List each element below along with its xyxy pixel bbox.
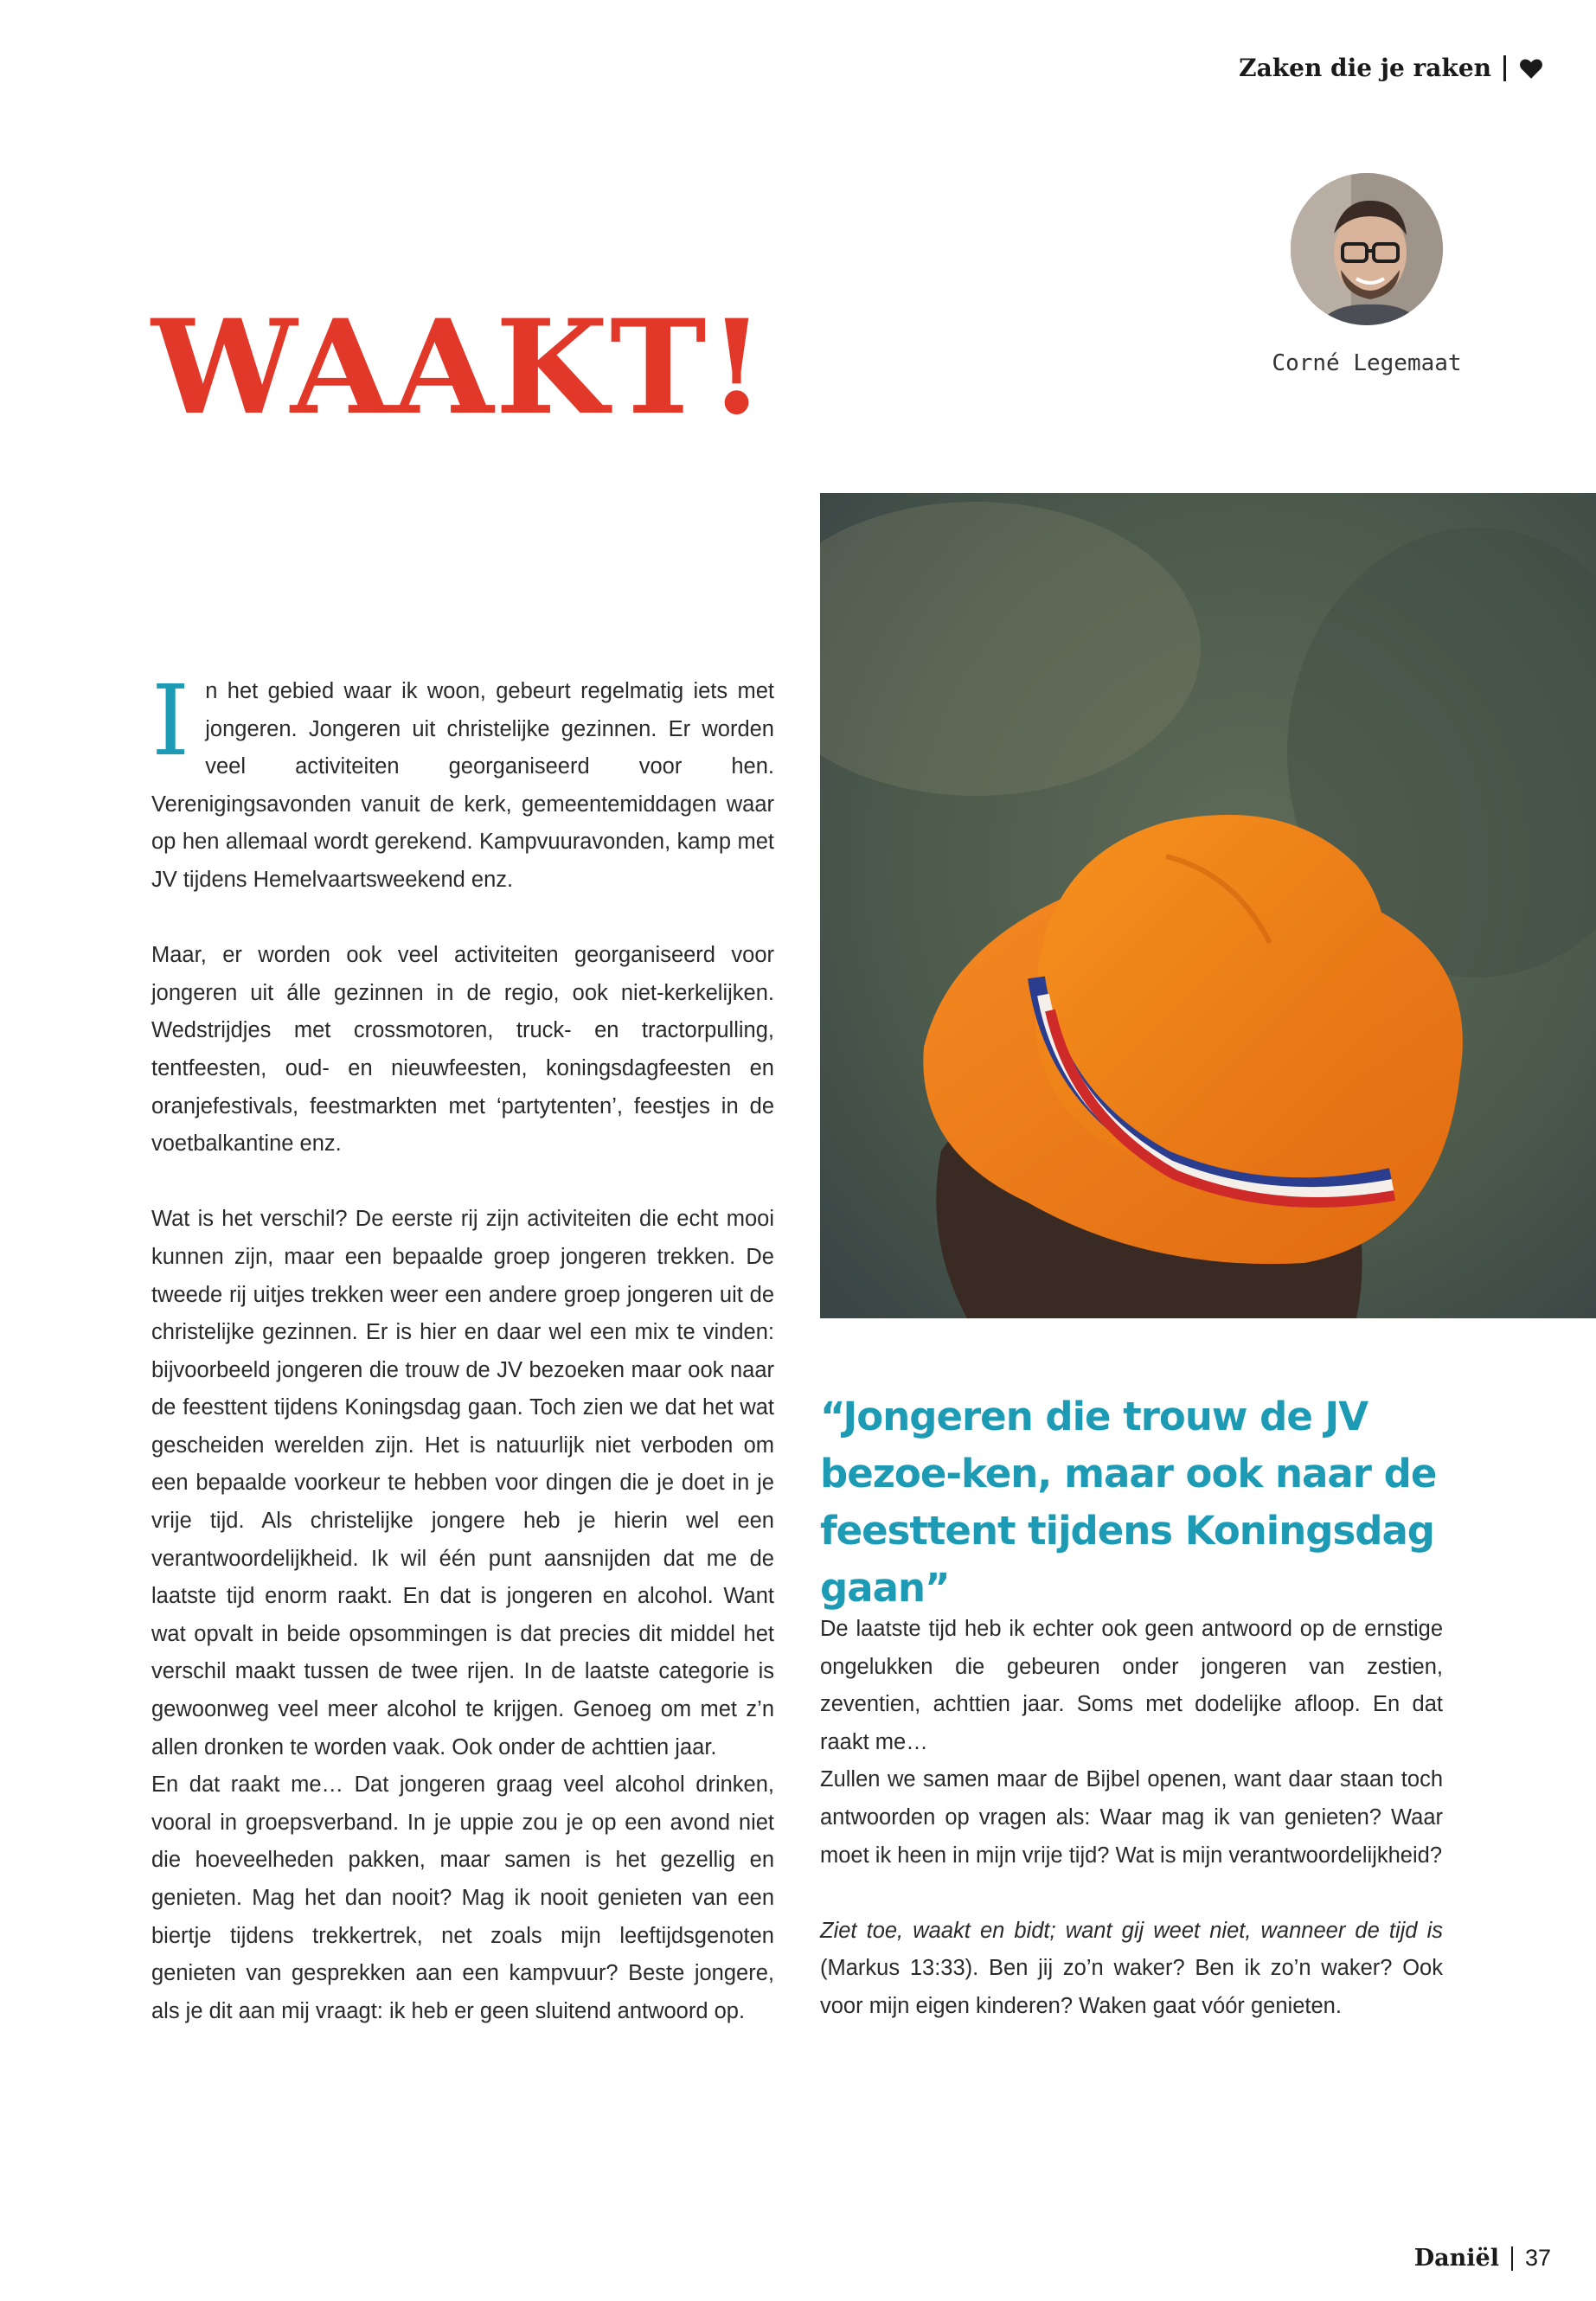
paragraph-difference: Wat is het verschil? De eerste rij zijn activiteiten die echt mooi kunnen zijn, maar een bepaalde groep jongeren trekken. De tweede rij uitjes trekken weer een andere groep jongeren uit de christelijke gezinnen. Er is hier en daar wel een mix te vinden: bijvoorbeeld jongeren die trouw de JV bezoeken maar ook naar de feesttent tijdens Koningsdag gaan. Toch zien we dat het wat gescheiden werelden zijn. Het is natuurlijk niet verboden om een bepaalde voorkeur te hebben voor dingen die je doet in je vrije tijd. Als christelijke jongere heb je hierin wel een verantwoordelijkheid. Ik wil één punt aansnijden dat me de laatste tijd enorm raakt. En dat is jongeren en alcohol. Want wat opvalt in beide opsommingen is dat precies dit middel het verschil maakt tussen de twee rijen. In de laatste categorie is gewoonweg veel meer alcohol te krijgen. Genoeg om met z’n allen dronken te worden vaak. Ook onder de achttien jaar. [151, 1207, 774, 1759]
article-left-column [151, 665, 774, 2030]
closing-text: (Markus 13:33). Ben jij zo’n waker? Ben ik zo’n waker? Ook voor mijn eigen kinderen? Waken gaat vóór genieten. [820, 1956, 1443, 2018]
scripture-quote: Ziet toe, waakt en bidt; want gij weet niet, wanneer de tijd is [820, 1918, 1443, 1943]
paragraph-accidents: De laatste tijd heb ik echter ook geen antwoord op de ernstige ongelukken die gebeuren onder jongeren van zestien, zeventien, achttien jaar. Soms met dodelijke afloop. En dat raakt me… [820, 1617, 1443, 1754]
author-avatar [1291, 173, 1443, 325]
drop-cap: I [151, 665, 190, 778]
paragraph-intro-text: n het gebied waar ik woon, gebeurt regelmatig iets met jongeren. Jongeren uit christelijke gezinnen. Er worden veel activiteiten georganiseerd voor hen. Verenigingsavonden vanuit de kerk, gemeentemiddagen waar op hen allemaal wordt gerekend. Kampvuuravonden, kamp met JV tijdens Hemelvaartsweekend enz. [151, 679, 774, 892]
paragraph-activities: Maar, er worden ook veel activiteiten georganiseerd voor jongeren uit álle gezinnen in de regio, ook niet-kerkelijken. Wedstrijdjes met crossmotoren, truck- en tractorpulling, tentfeesten, oud- en nieuwfeesten, koningsdagfeesten en oranjefestivals, feestmarkten met ‘partytenten’, feestjes in de voetbalkantine enz. [151, 943, 774, 1157]
paragraph-bible: Zullen we samen maar de Bijbel openen, want daar staan toch antwoorden op vragen als: Waar mag ik van genieten? Waar moet ik heen in mijn vrije tijd? Wat is mijn verantwoordelijkheid? [820, 1767, 1443, 1868]
paragraph-intro [151, 665, 774, 900]
page-number: 37 [1524, 2245, 1551, 2271]
article-title: WAAKT! [151, 292, 767, 444]
paragraph-closing [820, 1913, 1443, 2026]
hero-photo-orange-hat [820, 493, 1596, 1318]
header-divider [1503, 55, 1506, 81]
section-header [1239, 54, 1544, 82]
heart-icon [1518, 55, 1544, 81]
pull-quote: “Jongeren die trouw de JV bezoe-ken, maar ook naar de feesttent tijdens Koningsdag gaan” [820, 1394, 1437, 1611]
magazine-name: Daniël [1413, 2245, 1499, 2272]
page-footer [1414, 2245, 1551, 2272]
section-label: Zaken die je raken [1239, 54, 1491, 82]
author-name: Corné Legemaat [1272, 350, 1462, 376]
footer-divider [1511, 2247, 1513, 2271]
paragraph-alcohol: En dat raakt me… Dat jongeren graag veel alcohol drinken, vooral in groepsverband. In je uppie zou je op een avond niet die hoeveelheden pakken, maar samen is het gezellig en genieten. Mag het dan nooit? Mag ik nooit genieten van een biertje tijdens trekkertrek, net zoals mijn leeftijdsgenoten genieten van gesprekken aan een kampvuur? Beste jongere, als je dit aan mij vraagt: ik heb er geen sluitend antwoord op. [151, 1772, 774, 2023]
article-right-column [820, 1611, 1443, 2026]
